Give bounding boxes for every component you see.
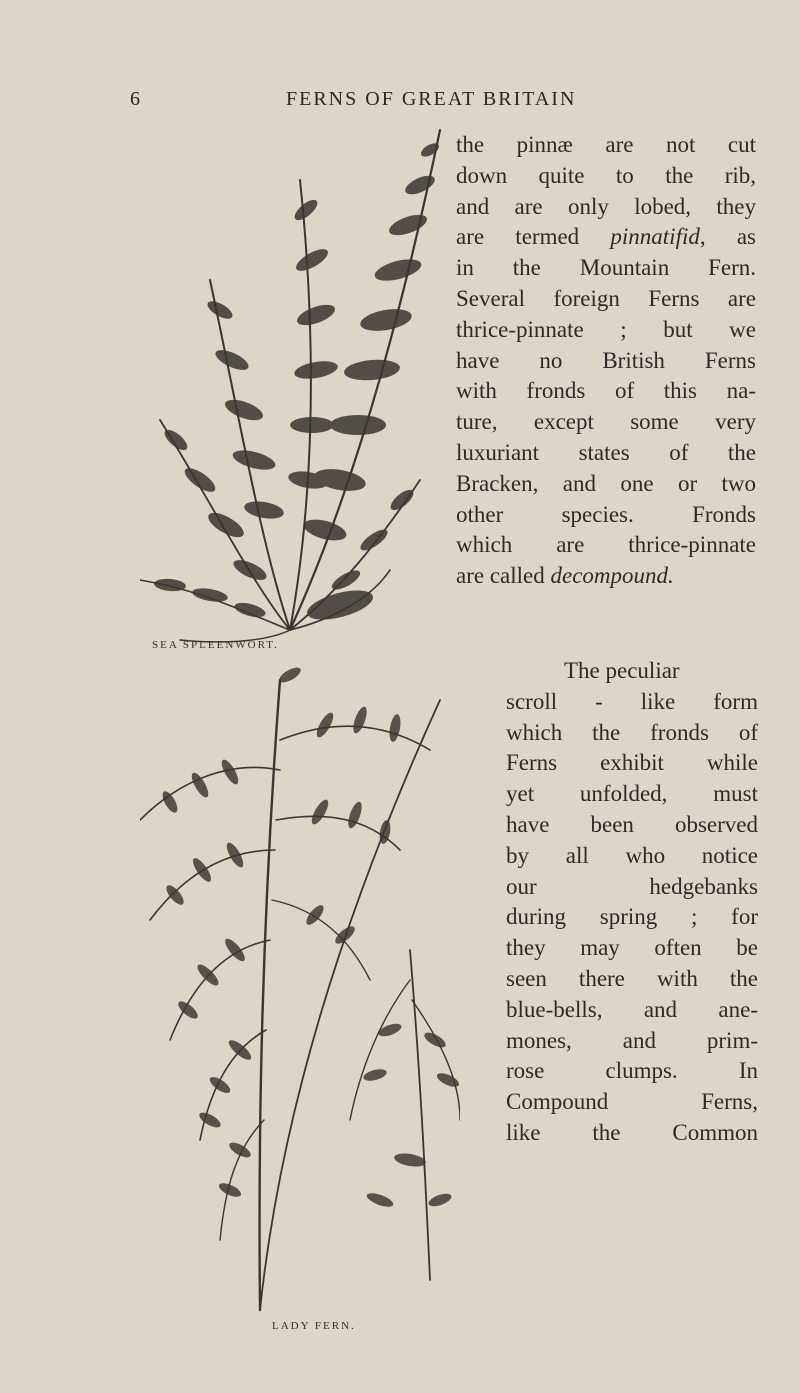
- text-line: rose clumps. In: [506, 1058, 758, 1084]
- text-line: other species. Fronds: [456, 501, 756, 527]
- lady-fern-engraving: [140, 680, 460, 1310]
- figure-caption-sea-spleenwort: SEA SPLEENWORT.: [152, 639, 279, 651]
- text-run: , as: [699, 224, 756, 250]
- text-line: which the fronds of: [506, 719, 758, 745]
- text-line: thrice-pinnate ; but we: [456, 316, 756, 342]
- text-line: mones, and prim-: [506, 1027, 758, 1053]
- text-line: yet unfolded, must: [506, 781, 758, 807]
- text-line: blue-bells, and ane-: [506, 996, 758, 1022]
- text-line: down quite to the rib,: [456, 162, 756, 188]
- body-text-lower: [506, 656, 758, 1149]
- italic-term: pinnatifid: [610, 224, 700, 250]
- text-line: seen there with the: [506, 965, 758, 991]
- running-head: FERNS OF GREAT BRITAIN: [286, 88, 577, 110]
- italic-term: decompound.: [550, 563, 674, 589]
- text-line: Compound Ferns,: [506, 1089, 758, 1115]
- text-line: which are thrice-pinnate: [456, 532, 756, 558]
- text-line: the pinnæ are not cut: [456, 132, 756, 157]
- text-line: Ferns exhibit while: [506, 750, 758, 776]
- text-line: luxuriant states of the: [456, 439, 756, 465]
- text-line: ture, except some very: [456, 409, 756, 435]
- text-run: are called: [456, 563, 551, 589]
- figure-caption-lady-fern: LADY FERN.: [272, 1320, 356, 1332]
- fern-illustration: [140, 120, 460, 1320]
- text-line: have no British Ferns: [456, 347, 756, 373]
- text-line: during spring ; for: [506, 904, 758, 930]
- page-number: 6: [130, 88, 141, 110]
- text-line: scroll - like form: [506, 688, 758, 714]
- text-line: they may often be: [506, 935, 758, 961]
- body-text-upper: [456, 130, 756, 592]
- text-line: Bracken, and one or two: [456, 470, 756, 496]
- text-line: our hedgebanks: [506, 873, 758, 899]
- text-line: The peculiar: [564, 658, 680, 683]
- text-line: [456, 222, 756, 253]
- text-run: are termed: [456, 224, 611, 250]
- text-line: by all who notice: [506, 842, 758, 868]
- sea-spleenwort-engraving: [140, 130, 440, 642]
- text-line: with fronds of this na-: [456, 378, 756, 404]
- text-line: in the Mountain Fern.: [456, 255, 756, 281]
- text-line: like the Common: [506, 1119, 758, 1145]
- text-line: have been observed: [506, 811, 758, 837]
- text-line: and are only lobed, they: [456, 193, 756, 219]
- text-line: Several foreign Ferns are: [456, 285, 756, 311]
- text-line: [456, 561, 756, 592]
